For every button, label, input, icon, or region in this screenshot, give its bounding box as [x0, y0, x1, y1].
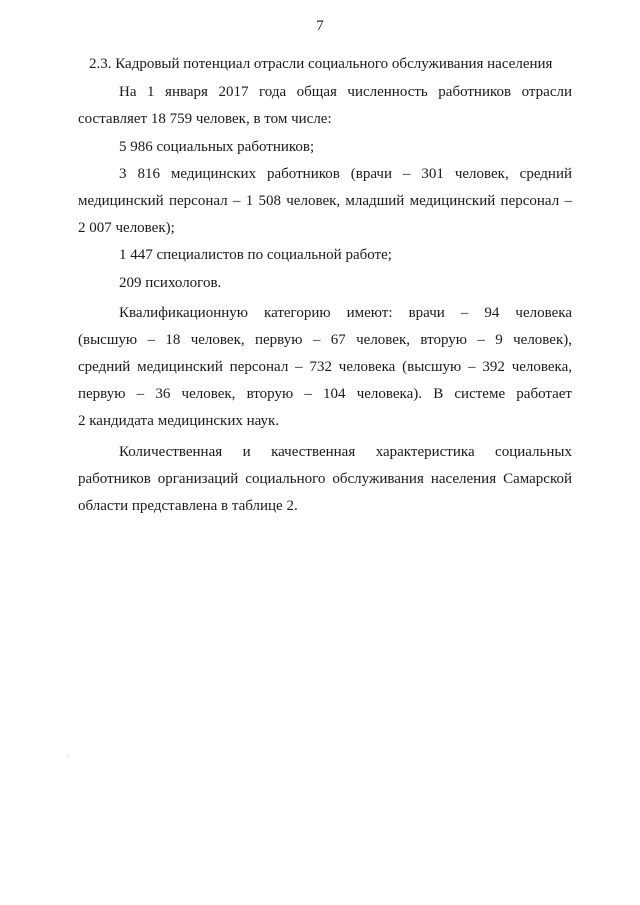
paragraph-line: первую – 36 человек, вторую – 104 человека). В системе работает — [78, 386, 572, 403]
scan-speck — [67, 755, 68, 756]
paragraph-line: Квалификационную категорию имеют: врачи – 94 человека — [119, 304, 572, 321]
paragraph-line: Количественная и качественная характеристика социальных — [119, 443, 572, 460]
paragraph-line: средний медицинский персонал – 732 человека (высшую – 392 человека, — [78, 359, 572, 376]
document-body — [78, 51, 572, 520]
paragraph-line: 1 447 специалистов по социальной работе; — [119, 247, 392, 264]
page-number: 7 — [316, 18, 324, 34]
paragraph-line: На 1 января 2017 года общая численность работников отрасли — [119, 84, 572, 101]
paragraph-line: 5 986 социальных работников; — [119, 138, 315, 155]
section-heading: 2.3. Кадровый потенциал отрасли социального обслуживания населения — [89, 56, 553, 72]
paragraph-line: области представлена в таблице 2. — [78, 498, 298, 514]
paragraph-line: 2 007 человек); — [78, 220, 175, 237]
paragraph-line: 3 816 медицинских работников (врачи – 301 человек, средний — [119, 165, 572, 182]
paragraph-line: составляет 18 759 человек, в том числе: — [78, 111, 332, 128]
paragraph-line: медицинский персонал – 1 508 человек, младший медицинский персонал – — [78, 192, 572, 209]
paragraph-line: (высшую – 18 человек, первую – 67 человек, вторую – 9 человек), — [78, 331, 572, 348]
paragraph-line: 209 психологов. — [119, 274, 222, 291]
paragraph-line: 2 кандидата медицинских наук. — [78, 413, 280, 430]
paragraph-line: работников организаций социального обслуживания населения Самарской — [78, 470, 572, 487]
